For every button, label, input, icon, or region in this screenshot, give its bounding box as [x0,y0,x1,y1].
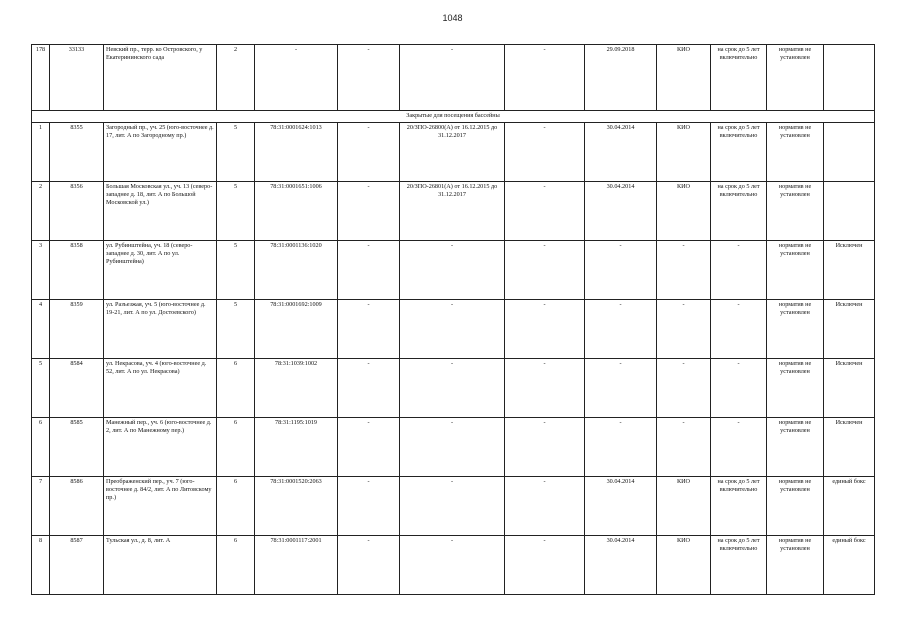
cell-organization: - [657,418,711,477]
cell-organization: - [657,241,711,300]
cell-address: ул. Рубинштейна, уч. 18 (северо-западнее д. 30, лит. А по ул. Рубинштейна) [104,241,217,300]
cell-norm: норматив не установлен [767,477,824,536]
cell-norm: норматив не установлен [767,359,824,418]
cell-cadastre: 78:31:1039:1002 [255,359,338,418]
cell-col8: - [505,123,585,182]
cell-zone: 6 [217,418,255,477]
cell-cadastre: 78:31:1195:1019 [255,418,338,477]
cell-date: - [585,241,657,300]
cell-number: 178 [32,45,50,111]
cell-organization: КИО [657,182,711,241]
cell-col8: - [505,359,585,418]
table-row [32,123,875,182]
cell-address: ул. Разъезжая, уч. 5 (юго-восточнее д. 19-21, лит. А по ул. Достоевского) [104,300,217,359]
cell-norm: норматив не установлен [767,45,824,111]
cell-code: 8584 [50,359,104,418]
cell-organization: КИО [657,45,711,111]
cell-decision: - [400,45,505,111]
cell-number: 7 [32,477,50,536]
cell-note: Исключен [824,359,875,418]
cell-col6: - [338,418,400,477]
cell-term: - [711,418,767,477]
cell-date: 30.04.2014 [585,182,657,241]
cell-number: 4 [32,300,50,359]
cell-zone: 5 [217,182,255,241]
cell-number: 1 [32,123,50,182]
cell-note [824,45,875,111]
table-row [32,182,875,241]
cell-decision: - [400,477,505,536]
cell-address: Невский пр., терр. ко Островского, у Екатерининского сада [104,45,217,111]
cell-col8: - [505,418,585,477]
cell-date: 30.04.2014 [585,536,657,595]
table-row [32,359,875,418]
cell-code: 8585 [50,418,104,477]
cell-norm: норматив не установлен [767,123,824,182]
cell-cadastre: 78:31:0001520:2063 [255,477,338,536]
cell-term: на срок до 5 лет включительно [711,182,767,241]
cell-note [824,123,875,182]
cell-col8: - [505,182,585,241]
cell-address: Тульская ул., д. 8, лит. А [104,536,217,595]
cell-number: 8 [32,536,50,595]
cell-date: 29.09.2018 [585,45,657,111]
cell-zone: 2 [217,45,255,111]
cell-date: - [585,359,657,418]
cell-date: 30.04.2014 [585,477,657,536]
cell-cadastre: 78:31:0001136:1020 [255,241,338,300]
table-row [32,418,875,477]
table-row [32,477,875,536]
cell-cadastre: 78:31:0001117:2001 [255,536,338,595]
page-number: 1048 [442,13,463,23]
cell-decision: 20/ЗПО-26800(А) от 16.12.2015 до 31.12.2017 [400,123,505,182]
cell-decision: - [400,300,505,359]
cell-organization: КИО [657,536,711,595]
cell-norm: норматив не установлен [767,418,824,477]
cell-organization: - [657,300,711,359]
cell-decision: 20/ЗПО-26801(А) от 16.12.2015 до 31.12.2017 [400,182,505,241]
cell-zone: 6 [217,477,255,536]
cell-cadastre: 78:31:0001651:1006 [255,182,338,241]
cell-code: 8586 [50,477,104,536]
table-row [32,300,875,359]
cell-col6: - [338,45,400,111]
cell-term: на срок до 5 лет включительно [711,123,767,182]
cell-decision: - [400,536,505,595]
table-row [32,241,875,300]
cell-code: 8587 [50,536,104,595]
cell-note: Исключен [824,300,875,359]
cell-code: 8355 [50,123,104,182]
cell-col6: - [338,241,400,300]
table-row [32,45,875,111]
cell-norm: норматив не установлен [767,536,824,595]
cell-col8: - [505,45,585,111]
cell-col6: - [338,536,400,595]
cell-col8: - [505,241,585,300]
cell-cadastre: - [255,45,338,111]
cell-address: Загородный пр., уч. 25 (юго-восточнее д. 17, лит. А по Загородному пр.) [104,123,217,182]
cell-number: 2 [32,182,50,241]
cell-term: на срок до 5 лет включительно [711,45,767,111]
registry-table [31,44,875,595]
cell-organization: КИО [657,123,711,182]
cell-col8: - [505,477,585,536]
cell-norm: норматив не установлен [767,241,824,300]
cell-col8: - [505,536,585,595]
cell-organization: - [657,359,711,418]
cell-decision: - [400,241,505,300]
cell-date: - [585,418,657,477]
cell-address: ул. Некрасова, уч. 4 (юго-восточнее д. 52, лит. А по ул. Некрасова) [104,359,217,418]
cell-col8: - [505,300,585,359]
cell-code: 33133 [50,45,104,111]
cell-col6: - [338,359,400,418]
section-row [32,111,875,123]
cell-number: 5 [32,359,50,418]
cell-note: Исключен [824,418,875,477]
cell-term: - [711,359,767,418]
cell-decision: - [400,359,505,418]
section-title: Закрытые для посещения бассейны [32,111,875,123]
cell-note: единый бокс [824,477,875,536]
cell-date: - [585,300,657,359]
cell-norm: норматив не установлен [767,300,824,359]
cell-date: 30.04.2014 [585,123,657,182]
cell-zone: 5 [217,241,255,300]
cell-zone: 5 [217,300,255,359]
cell-code: 8359 [50,300,104,359]
cell-zone: 5 [217,123,255,182]
cell-term: на срок до 5 лет включительно [711,536,767,595]
cell-col6: - [338,300,400,359]
cell-col6: - [338,182,400,241]
cell-zone: 6 [217,536,255,595]
cell-note: Исключен [824,241,875,300]
cell-address: Большая Московская ул., уч. 13 (северо-западнее д. 18, лит. А по Большой Московской ул.) [104,182,217,241]
cell-col6: - [338,477,400,536]
cell-norm: норматив не установлен [767,182,824,241]
cell-code: 8358 [50,241,104,300]
cell-note: единый бокс [824,536,875,595]
cell-zone: 6 [217,359,255,418]
cell-col6: - [338,123,400,182]
cell-term: - [711,241,767,300]
cell-address: Манежный пер., уч. 6 (юго-восточнее д. 2, лит. А по Манежному пер.) [104,418,217,477]
cell-number: 6 [32,418,50,477]
cell-code: 8356 [50,182,104,241]
cell-decision: - [400,418,505,477]
cell-number: 3 [32,241,50,300]
cell-organization: КИО [657,477,711,536]
cell-cadastre: 78:31:0001624:1013 [255,123,338,182]
cell-term: на срок до 5 лет включительно [711,477,767,536]
cell-address: Преображенский пер., уч. 7 (юго-восточнее д. 84/2, лит. А по Литовскому пр.) [104,477,217,536]
cell-term: - [711,300,767,359]
table-row [32,536,875,595]
cell-cadastre: 78:31:0001692:1009 [255,300,338,359]
cell-note [824,182,875,241]
